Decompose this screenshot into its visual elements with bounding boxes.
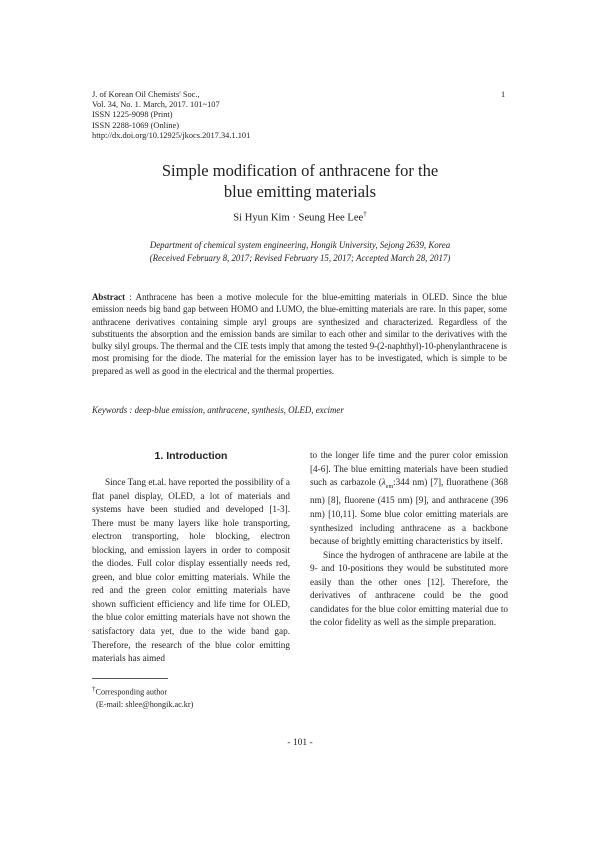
intro-text-a: to the longer life time and the purer color emission [4-6]. The blue emitting materials have been studied such as carbazole (: [310, 450, 508, 488]
page-number-top: 1: [501, 90, 506, 99]
intro-text-b: :344 nm) [7], fluorathene (368 nm) [8], fluorene (415 nm) [9], and anthracene (396 nm) [10,11]. Some blue color emitting materials are synthesized including anthracene as a backbone because of brightly emitting characteristics by itself.: [310, 477, 508, 547]
affiliation-block: [0, 239, 600, 266]
affiliation: Department of chemical system engineering, Hongik University, Sejong 2639, Korea: [149, 240, 451, 250]
lambda-symbol: λ: [381, 477, 386, 488]
footnote-corresponding: Corresponding author: [95, 687, 168, 697]
footnote-email[interactable]: (E-mail: shlee@hongik.ac.kr): [96, 700, 194, 710]
abstract-label: Abstract: [92, 292, 126, 302]
doi-link[interactable]: http://dx.doi.org/10.12925/jkocs.2017.34.1.101: [92, 130, 251, 140]
lambda-subscript: em: [385, 483, 394, 490]
journal-header: [92, 90, 250, 141]
intro-paragraph-1: Since Tang et.al. have reported the possibility of a flat panel display, OLED, a lot of materials and systems have been studied and developed [1-3]. There must be many layers like hole transporting, electron transporting, hole blocking, electron blocking, and emission layers in order to composit the diodes. Full color display essentially needs red, green, and blue color emitting materials. While the red and the green color emitting materials have shown sufficient efficiency and life time for OLED, the blue color emitting materials have not shown the satisfactory data yet, due to the wide band gap. Therefore, the research of the blue color emitting materials has aimed: [92, 477, 290, 664]
corresponding-mark: †: [363, 210, 367, 218]
title-line-2: blue emitting materials: [223, 182, 377, 201]
footnote: [92, 683, 193, 712]
abstract-separator: :: [125, 292, 136, 302]
title-line-1: Simple modification of anthracene for the: [161, 161, 439, 180]
section-heading-introduction: 1. Introduction: [154, 450, 228, 462]
issn-online: ISSN 2288-1069 (Online): [92, 120, 180, 130]
paper-title: [0, 160, 600, 202]
intro-paragraph-2: Since the hydrogen of anthracene are labile at the 9- and 10-positions they would be substituted more easily than the other ones [12]. Therefore, the derivatives of anthracene could be the good candidates for the blue color emitting material due to the color fidelity as well as the simple preparation.: [310, 549, 508, 628]
intro-paragraph-1-continued: [310, 449, 508, 549]
volume-info: Vol. 34, No. 1. March, 2017. 101~107: [92, 100, 220, 110]
author-names: Si Hyun Kim · Seung Hee Lee: [233, 212, 364, 224]
authors: [0, 210, 600, 224]
footnote-mark: †: [92, 685, 96, 693]
page-number-footer: - 101 -: [287, 738, 313, 748]
right-column: [310, 449, 508, 630]
left-column: [92, 476, 290, 666]
abstract-text: Anthracene has been a motive molecule for the blue-emitting materials in OLED. Since the blue emission needs big band gap between HOMO and LUMO, the blue-emitting materials are rare. In this paper, some anthracene derivatives containing simple aryl groups are synthesized and characterized. Regardless of the substituents the absorption and the emission bands are similar to each other and similar to the derivatives with the bulky silyl groups. The thermal and the CIE tests imply that among the tested 9-(2-naphthyl)-10-phenylanthracene is most promising for the diode. The material for the emission layer has to be investigated, which is simple to be prepared as well as good in the electrical and the thermal properties.: [92, 292, 507, 376]
received-dates: (Received February 8, 2017; Revised February 15, 2017; Accepted March 28, 2017): [149, 253, 451, 264]
footnote-divider: [92, 678, 168, 679]
journal-name: J. of Korean Oil Chemists' Soc.,: [92, 90, 200, 99]
issn-print: ISSN 1225-9098 (Print): [92, 110, 173, 120]
keywords: Keywords : deep-blue emission, anthracene, synthesis, OLED, excimer: [92, 405, 344, 415]
abstract: [92, 291, 507, 377]
